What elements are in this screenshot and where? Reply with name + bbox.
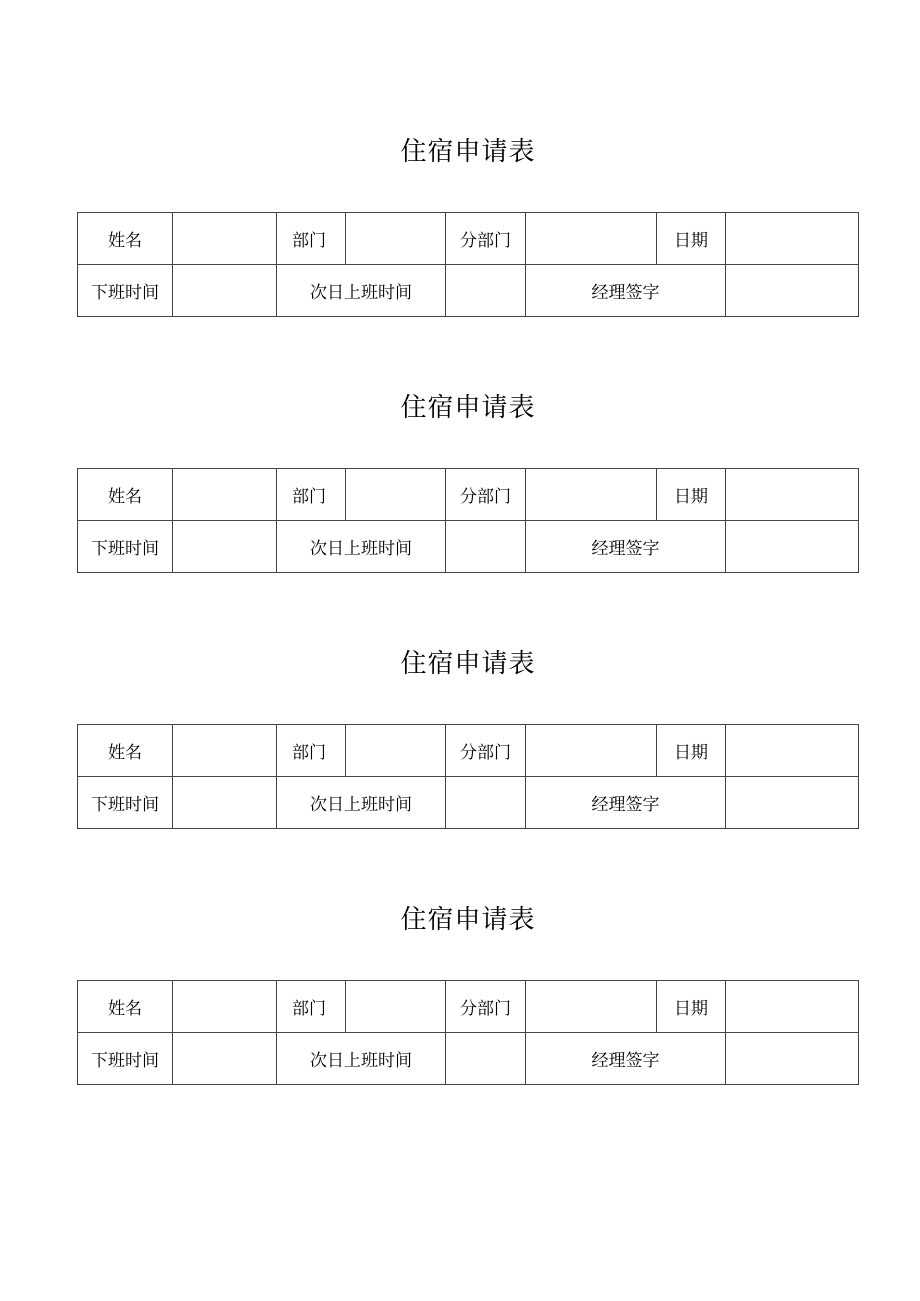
department-label: 部门 xyxy=(277,981,346,1033)
department-label: 部门 xyxy=(277,725,346,777)
form-row-1 xyxy=(78,725,859,777)
next-day-work-time-field[interactable] xyxy=(446,521,526,573)
next-day-work-time-label: 次日上班时间 xyxy=(277,777,446,829)
next-day-work-time-field[interactable] xyxy=(446,777,526,829)
manager-signature-label: 经理签字 xyxy=(526,265,726,317)
off-work-time-field[interactable] xyxy=(173,1033,277,1085)
next-day-work-time-field[interactable] xyxy=(446,1033,526,1085)
form-title: 住宿申请表 xyxy=(400,649,536,679)
manager-signature-field[interactable] xyxy=(726,521,859,573)
date-label: 日期 xyxy=(657,981,726,1033)
sub-department-field[interactable] xyxy=(526,213,657,265)
date-label: 日期 xyxy=(657,725,726,777)
off-work-time-field[interactable] xyxy=(173,265,277,317)
off-work-time-label: 下班时间 xyxy=(78,777,173,829)
form-row-2 xyxy=(78,1033,859,1085)
date-label: 日期 xyxy=(657,469,726,521)
date-field[interactable] xyxy=(726,213,859,265)
form-table xyxy=(77,212,859,317)
manager-signature-field[interactable] xyxy=(726,1033,859,1085)
department-field[interactable] xyxy=(346,981,446,1033)
manager-signature-field[interactable] xyxy=(726,265,859,317)
manager-signature-field[interactable] xyxy=(726,777,859,829)
name-field[interactable] xyxy=(173,213,277,265)
sub-department-label: 分部门 xyxy=(446,725,526,777)
manager-signature-label: 经理签字 xyxy=(526,777,726,829)
department-field[interactable] xyxy=(346,725,446,777)
next-day-work-time-label: 次日上班时间 xyxy=(277,265,446,317)
department-label: 部门 xyxy=(277,213,346,265)
department-field[interactable] xyxy=(346,469,446,521)
form-table xyxy=(77,724,859,829)
form-row-1 xyxy=(78,213,859,265)
name-field[interactable] xyxy=(173,725,277,777)
form-title: 住宿申请表 xyxy=(400,905,536,935)
sub-department-field[interactable] xyxy=(526,981,657,1033)
name-label: 姓名 xyxy=(78,213,173,265)
form-row-1 xyxy=(78,469,859,521)
department-label: 部门 xyxy=(277,469,346,521)
sub-department-field[interactable] xyxy=(526,469,657,521)
off-work-time-label: 下班时间 xyxy=(78,521,173,573)
sub-department-label: 分部门 xyxy=(446,981,526,1033)
date-label: 日期 xyxy=(657,213,726,265)
form-row-2 xyxy=(78,521,859,573)
name-label: 姓名 xyxy=(78,469,173,521)
off-work-time-field[interactable] xyxy=(173,521,277,573)
date-field[interactable] xyxy=(726,725,859,777)
off-work-time-field[interactable] xyxy=(173,777,277,829)
name-label: 姓名 xyxy=(78,981,173,1033)
name-label: 姓名 xyxy=(78,725,173,777)
department-field[interactable] xyxy=(346,213,446,265)
next-day-work-time-label: 次日上班时间 xyxy=(277,1033,446,1085)
form-table xyxy=(77,468,859,573)
next-day-work-time-label: 次日上班时间 xyxy=(277,521,446,573)
form-title: 住宿申请表 xyxy=(400,137,536,167)
form-title: 住宿申请表 xyxy=(400,393,536,423)
date-field[interactable] xyxy=(726,981,859,1033)
name-field[interactable] xyxy=(173,981,277,1033)
sub-department-label: 分部门 xyxy=(446,213,526,265)
form-row-2 xyxy=(78,265,859,317)
sub-department-label: 分部门 xyxy=(446,469,526,521)
off-work-time-label: 下班时间 xyxy=(78,1033,173,1085)
off-work-time-label: 下班时间 xyxy=(78,265,173,317)
name-field[interactable] xyxy=(173,469,277,521)
date-field[interactable] xyxy=(726,469,859,521)
next-day-work-time-field[interactable] xyxy=(446,265,526,317)
form-row-1 xyxy=(78,981,859,1033)
form-row-2 xyxy=(78,777,859,829)
manager-signature-label: 经理签字 xyxy=(526,521,726,573)
sub-department-field[interactable] xyxy=(526,725,657,777)
form-table xyxy=(77,980,859,1085)
manager-signature-label: 经理签字 xyxy=(526,1033,726,1085)
